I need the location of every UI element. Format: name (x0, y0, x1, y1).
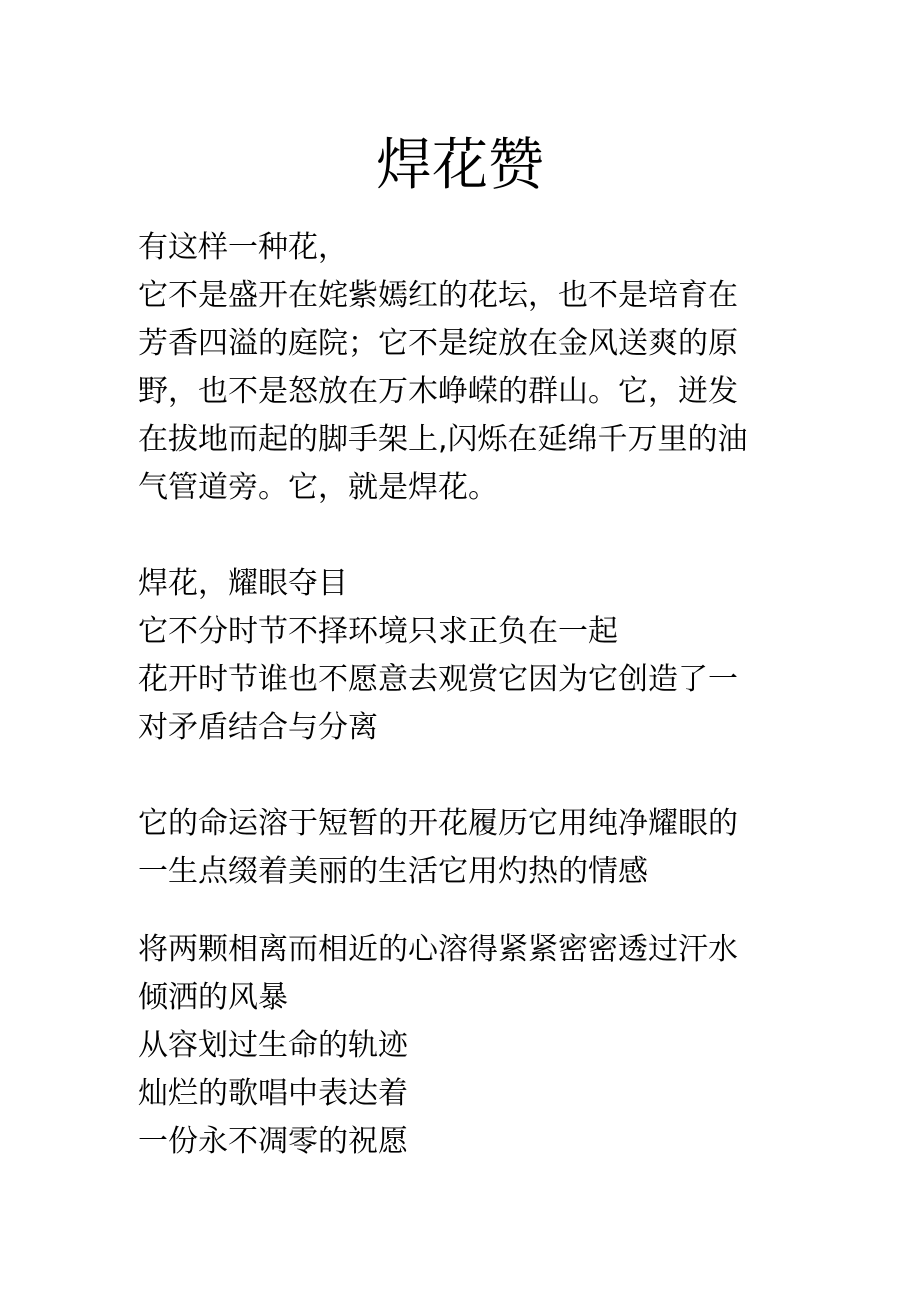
paragraph-line: 花开时节谁也不愿意去观赏它因为它创造了一 (138, 662, 738, 697)
paragraph-line: 有这样一种花， (138, 230, 348, 265)
paragraph-line: 灿烂的歌唱中表达着 (138, 1076, 408, 1111)
paragraph-line: 一份永不凋零的祝愿 (138, 1124, 408, 1159)
paragraph-line: 将两颗相离而相近的心溶得紧紧密密透过汗水 (138, 932, 738, 967)
paragraph-line: 它不分时节不择环境只求正负在一起 (138, 614, 618, 649)
paragraph-line: 倾洒的风暴 (138, 980, 288, 1015)
paragraph-line: 气管道旁。它，就是焊花。 (138, 470, 498, 505)
paragraph-line: 它不是盛开在姹紫嫣红的花坛，也不是培育在 (138, 278, 738, 313)
paragraph-line: 芳香四溢的庭院；它不是绽放在金风送爽的原 (138, 326, 738, 361)
paragraph-line: 野，也不是怒放在万木峥嵘的群山。它，迸发 (138, 374, 738, 409)
document-title: 焊花赞 (376, 133, 544, 198)
paragraph-line: 焊花，耀眼夺目 (138, 566, 348, 601)
paragraph-line: 从容划过生命的轨迹 (138, 1028, 408, 1063)
paragraph-line: 在拔地而起的脚手架上,闪烁在延绵千万里的油 (138, 422, 748, 457)
paragraph-line: 对矛盾结合与分离 (138, 710, 378, 745)
paragraph-line: 一生点缀着美丽的生活它用灼热的情感 (138, 854, 648, 889)
paragraph-line: 它的命运溶于短暂的开花履历它用纯净耀眼的 (138, 806, 738, 841)
